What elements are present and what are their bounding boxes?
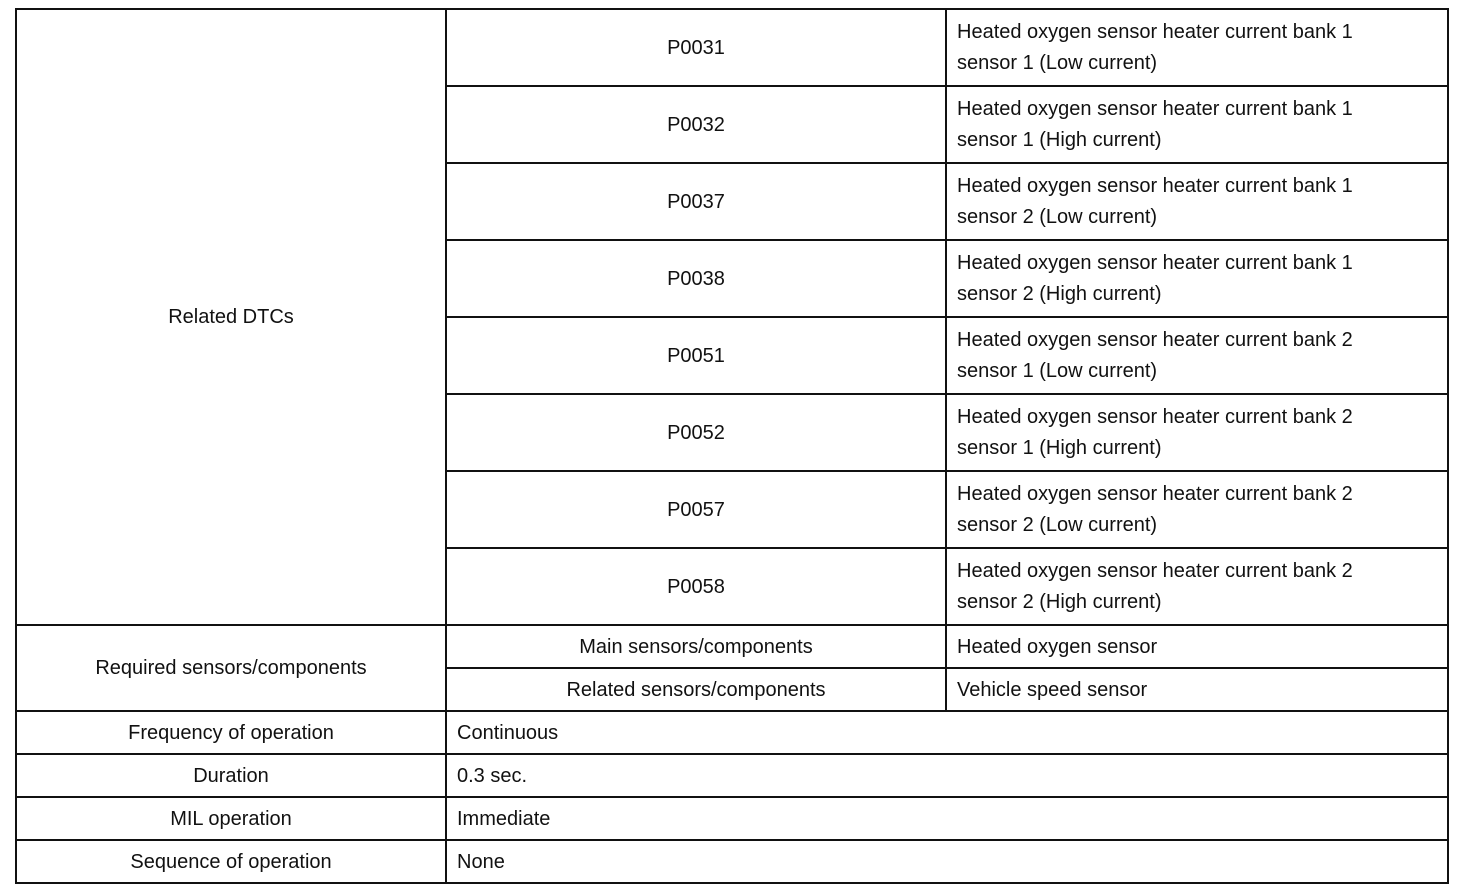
table-row	[16, 797, 1448, 840]
dtc-description	[946, 163, 1448, 240]
dtc-description-line: Heated oxygen sensor heater current bank 2	[957, 406, 1353, 428]
dtc-description	[946, 471, 1448, 548]
dtc-code: P0037	[446, 163, 946, 240]
dtc-description	[946, 9, 1448, 86]
sequence-value: None	[446, 840, 1448, 883]
sequence-label: Sequence of operation	[16, 840, 446, 883]
monitor-spec-table	[15, 8, 1449, 884]
table-row	[16, 625, 1448, 668]
related-dtcs-label: Related DTCs	[16, 9, 446, 625]
table-row	[16, 9, 1448, 86]
related-sensors-value: Vehicle speed sensor	[946, 668, 1448, 711]
table-row	[16, 840, 1448, 883]
table-row	[16, 711, 1448, 754]
duration-label: Duration	[16, 754, 446, 797]
frequency-value: Continuous	[446, 711, 1448, 754]
dtc-code: P0038	[446, 240, 946, 317]
dtc-description	[946, 317, 1448, 394]
mil-operation-label: MIL operation	[16, 797, 446, 840]
dtc-description-line: sensor 1 (High current)	[957, 437, 1162, 459]
dtc-code: P0057	[446, 471, 946, 548]
required-sensors-label: Required sensors/components	[16, 625, 446, 711]
dtc-description-line: sensor 1 (Low current)	[957, 360, 1158, 382]
duration-value: 0.3 sec.	[446, 754, 1448, 797]
dtc-description-line: Heated oxygen sensor heater current bank 1	[957, 252, 1353, 274]
dtc-code: P0052	[446, 394, 946, 471]
dtc-description	[946, 394, 1448, 471]
main-sensors-label: Main sensors/components	[446, 625, 946, 668]
related-sensors-label: Related sensors/components	[446, 668, 946, 711]
dtc-description	[946, 86, 1448, 163]
dtc-description-line: Heated oxygen sensor heater current bank 1	[957, 21, 1353, 43]
dtc-description-line: Heated oxygen sensor heater current bank 1	[957, 98, 1353, 120]
dtc-code: P0058	[446, 548, 946, 625]
frequency-label: Frequency of operation	[16, 711, 446, 754]
dtc-description-line: sensor 2 (Low current)	[957, 514, 1158, 536]
dtc-description	[946, 548, 1448, 625]
dtc-description-line: sensor 2 (High current)	[957, 283, 1162, 305]
dtc-code: P0032	[446, 86, 946, 163]
dtc-description-line: sensor 2 (Low current)	[957, 206, 1158, 228]
dtc-description-line: sensor 1 (High current)	[957, 129, 1162, 151]
dtc-description-line: Heated oxygen sensor heater current bank 1	[957, 175, 1353, 197]
main-sensors-value: Heated oxygen sensor	[946, 625, 1448, 668]
dtc-description-line: Heated oxygen sensor heater current bank 2	[957, 329, 1353, 351]
dtc-code: P0051	[446, 317, 946, 394]
dtc-description	[946, 240, 1448, 317]
mil-operation-value: Immediate	[446, 797, 1448, 840]
dtc-description-line: sensor 1 (Low current)	[957, 52, 1158, 74]
dtc-description-line: Heated oxygen sensor heater current bank 2	[957, 483, 1353, 505]
dtc-description-line: sensor 2 (High current)	[957, 591, 1162, 613]
dtc-code: P0031	[446, 9, 946, 86]
table-row	[16, 754, 1448, 797]
dtc-description-line: Heated oxygen sensor heater current bank 2	[957, 560, 1353, 582]
